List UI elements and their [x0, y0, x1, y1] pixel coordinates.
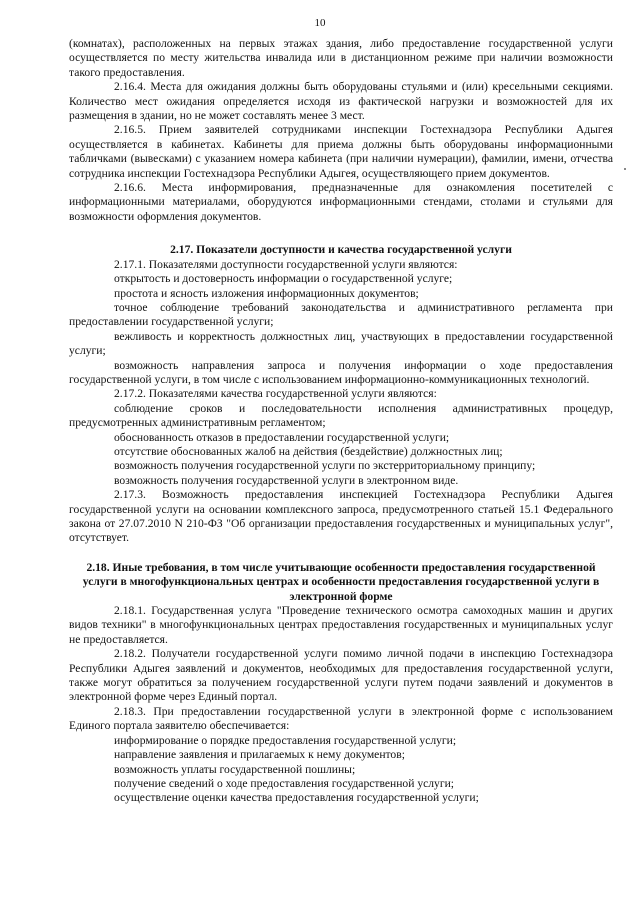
paragraph-2-16-4: 2.16.4. Места для ожидания должны быть оборудованы стульями и (или) кресельными секциями. Количество мест ожидания определяется исходя из фактической нагрузки и возможностей для их размещения в здании, но не может составлять менее 3 мест.	[69, 80, 613, 123]
list-item: направление заявления и прилагаемых к нему документов;	[114, 748, 405, 762]
list-item: точное соблюдение требований законодательства и административного регламента при предоставлении государственной услуги;	[69, 300, 613, 329]
document-body	[69, 37, 613, 806]
list-item: обоснованность отказов в предоставлении государственной услуги;	[114, 430, 450, 444]
list-item: получение сведений о ходе предоставления государственной услуги;	[114, 776, 455, 790]
paragraph-2-17-1: 2.17.1. Показателями доступности государственной услуги являются:	[114, 257, 458, 271]
paragraph-2-16-5: 2.16.5. Прием заявителей сотрудниками инспекции Гостехнадзора Республики Адыгея осуществляется в кабинетах. Кабинеты для приема должны быть оборудованы информационными табличками (вывесками) с указанием номера кабинета (при наличии нумерации), фамилии, имени, отчества сотрудника инспекции Гостехнадзора Республики Адыгея, осуществляющего прием документов.	[69, 123, 613, 180]
page-number: 10	[314, 17, 326, 29]
scan-speck	[624, 168, 626, 170]
list-item: возможность получения государственной услуги по экстерриториальному принципу;	[114, 459, 536, 473]
paragraph-2-18-3: 2.18.3. При предоставлении государственной услуги в электронной форме с использованием Единого портала заявителю обеспечивается:	[69, 704, 613, 733]
list-item: отсутствие обоснованных жалоб на действия (бездействие) должностных лиц;	[114, 444, 503, 458]
list-item: вежливость и корректность должностных лиц, участвующих в предоставлении государственной услуги;	[69, 329, 613, 358]
list-item: возможность уплаты государственной пошлины;	[114, 762, 356, 776]
list-item: соблюдение сроков и последовательности исполнения административных процедур, предусмотренных административным регламентом;	[69, 401, 613, 430]
list-item: простота и ясность изложения информационных документов;	[114, 286, 419, 300]
paragraph-2-18-1: 2.18.1. Государственная услуга "Проведение технического осмотра самоходных машин и других видов техники" в многофункциональных центрах предоставления государственных и муниципальных услуг не предоставляется.	[69, 604, 613, 646]
list-item: осуществление оценки качества предоставления государственной услуги;	[114, 791, 479, 805]
list-item: возможность направления запроса и получения информации о ходе предоставления государственной услуги, в том числе с использованием информационно-коммуникационных технологий.	[69, 358, 613, 386]
paragraph-2-16-6: 2.16.6. Места информирования, предназначенные для ознакомления посетителей с информационными материалами, оборудуются информационными стендами, столами и стульями для возможности оформления документов.	[69, 181, 613, 223]
section-heading-2-17: 2.17. Показатели доступности и качества государственной услуги	[170, 243, 512, 257]
list-item: информирование о порядке предоставления государственной услуги;	[114, 733, 457, 747]
paragraph-continuation: (комнатах), расположенных на первых этажах здания, либо предоставление государственной услуги осуществляется по месту жительства инвалида или в дистанционном режиме при наличии возможности такого предоставления.	[69, 37, 613, 79]
list-item: возможность получения государственной услуги в электронном виде.	[114, 473, 459, 487]
paragraph-2-17-3: 2.17.3. Возможность предоставления инспекцией Гостехнадзора Республики Адыгея государственной услуги на основании комплексного запроса, предусмотренного статьей 15.1 Федерального закона от 27.07.2010 N 210-ФЗ "Об организации предоставления государственных и муниципальных услуг", отсутствует.	[69, 488, 613, 545]
paragraph-2-17-2: 2.17.2. Показателями качества государственной услуги являются:	[114, 387, 437, 401]
paragraph-2-18-2: 2.18.2. Получатели государственной услуги помимо личной подачи в инспекцию Гостехнадзора Республики Адыгея заявлений и документов, необходимых для предоставления государственной услуги, также могут обратиться за получением государственной услуги путем подачи заявлений и документов в электронной форме через Единый портал.	[69, 647, 613, 704]
list-item: открытость и достоверность информации о государственной услуге;	[114, 272, 453, 286]
section-heading-2-18: 2.18. Иные требования, в том числе учитывающие особенности предоставления государственной услуги в многофункциональных центрах и особенности предоставления государственной услуги в электронной форме	[82, 560, 600, 603]
